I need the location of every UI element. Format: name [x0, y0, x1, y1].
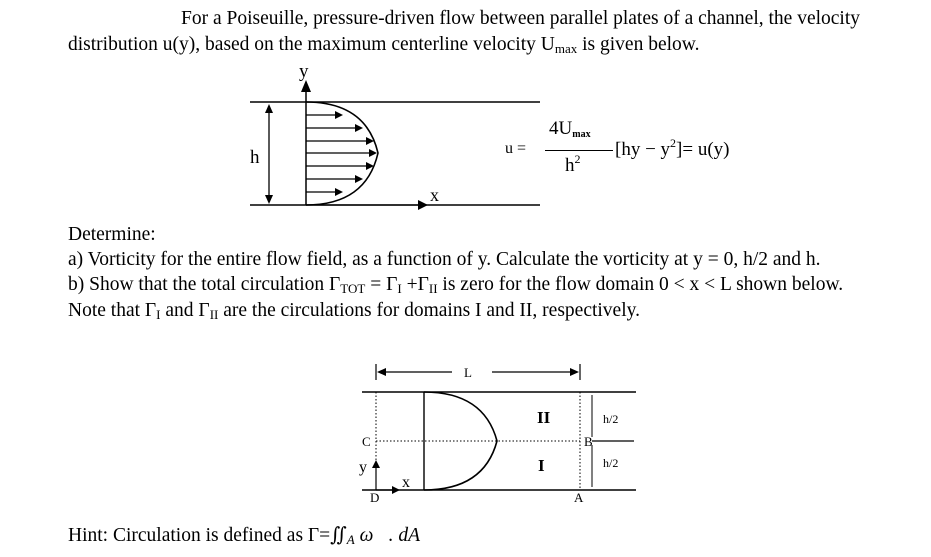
hint-area-sub: A [346, 532, 355, 547]
hint-pre: Hint: Circulation is defined as Γ=∬ [68, 525, 347, 546]
eq-rhs-b: ]= u(y) [676, 139, 730, 160]
fig2-B-label: B [584, 434, 593, 449]
part-a-text: a) Vorticity for the entire flow field, as a function of y. Calculate the vorticity at y = 0, h/2 and h. [68, 249, 821, 270]
fig2-A-label: A [574, 490, 584, 505]
fig1-h-arrow-up [265, 104, 273, 113]
intro-line-2-tail: is given below. [577, 34, 700, 55]
eq-lhs: u = [505, 140, 527, 157]
gamma-tot-sub: TOT [340, 281, 366, 296]
gamma-1-sub: I [397, 281, 402, 296]
fig2-C-label: C [362, 434, 371, 449]
eq-rhs-sup: 2 [670, 136, 677, 150]
hint-post: . dA [388, 525, 420, 546]
eq-rhs-a: [hy − y [615, 139, 671, 160]
fig2-domain-II-label: II [537, 408, 551, 427]
fig1-h-arrow-down [265, 195, 273, 204]
gamma-2-sub: II [428, 281, 438, 296]
eq-numerator [549, 118, 591, 140]
fig1-y-label: y [299, 61, 309, 82]
fig2-D-label: D [370, 490, 380, 505]
hint-omega: ω⃗ [354, 525, 389, 546]
fig2-x-label: x [402, 474, 410, 491]
fig2-half-top-label: h/2 [603, 412, 619, 426]
part-b-eq: = Γ [365, 274, 398, 295]
fig1-x-arrowhead [418, 200, 428, 210]
eq-num-main: 4U [549, 118, 573, 139]
note-gamma-2-sub: II [209, 307, 219, 322]
eq-num-sub: max [572, 129, 591, 140]
fig1-velocity-arrows [306, 115, 370, 192]
fig1-x-label: x [430, 185, 439, 205]
fig1-h-label: h [250, 147, 260, 168]
eq-denominator [565, 152, 581, 177]
part-b-pre: b) Show that the total circulation Γ [68, 274, 341, 295]
fig2-L-label: L [464, 365, 472, 380]
part-c-pre: Note that Γ [68, 300, 157, 321]
eq-fraction-bar [545, 150, 613, 151]
determine-heading: Determine: [68, 224, 156, 245]
eq-den-main: h [565, 155, 575, 176]
hint-text [68, 524, 420, 548]
fig2-L-arrow-left [377, 368, 386, 376]
eq-rhs [615, 136, 730, 161]
fig2-L-arrow-right [570, 368, 579, 376]
fig2-y-label: y [359, 459, 367, 476]
fig2-domain-I-label: I [538, 456, 545, 475]
intro-line-2-text: distribution u(y), based on the maximum centerline velocity U [68, 34, 555, 55]
intro-line-1: For a Poiseuille, pressure-driven flow between parallel plates of a channel, the velocity [181, 8, 861, 29]
part-b-post: is zero for the flow domain 0 < x < L shown below. [437, 274, 844, 295]
part-b-text [68, 273, 843, 297]
part-c-post: are the circulations for domains I and II, respectively. [218, 300, 640, 321]
fig2-half-bottom-label: h/2 [603, 456, 619, 470]
part-c-text [68, 299, 640, 323]
eq-den-sup: 2 [574, 152, 581, 166]
part-c-mid: and Γ [160, 300, 210, 321]
umax-subscript: max [554, 41, 578, 56]
note-gamma-1-sub: I [156, 307, 161, 322]
part-b-plus: +Γ [401, 274, 429, 295]
fig2-y-arrowhead [372, 460, 380, 468]
fig2-x-arrowhead [392, 486, 400, 494]
